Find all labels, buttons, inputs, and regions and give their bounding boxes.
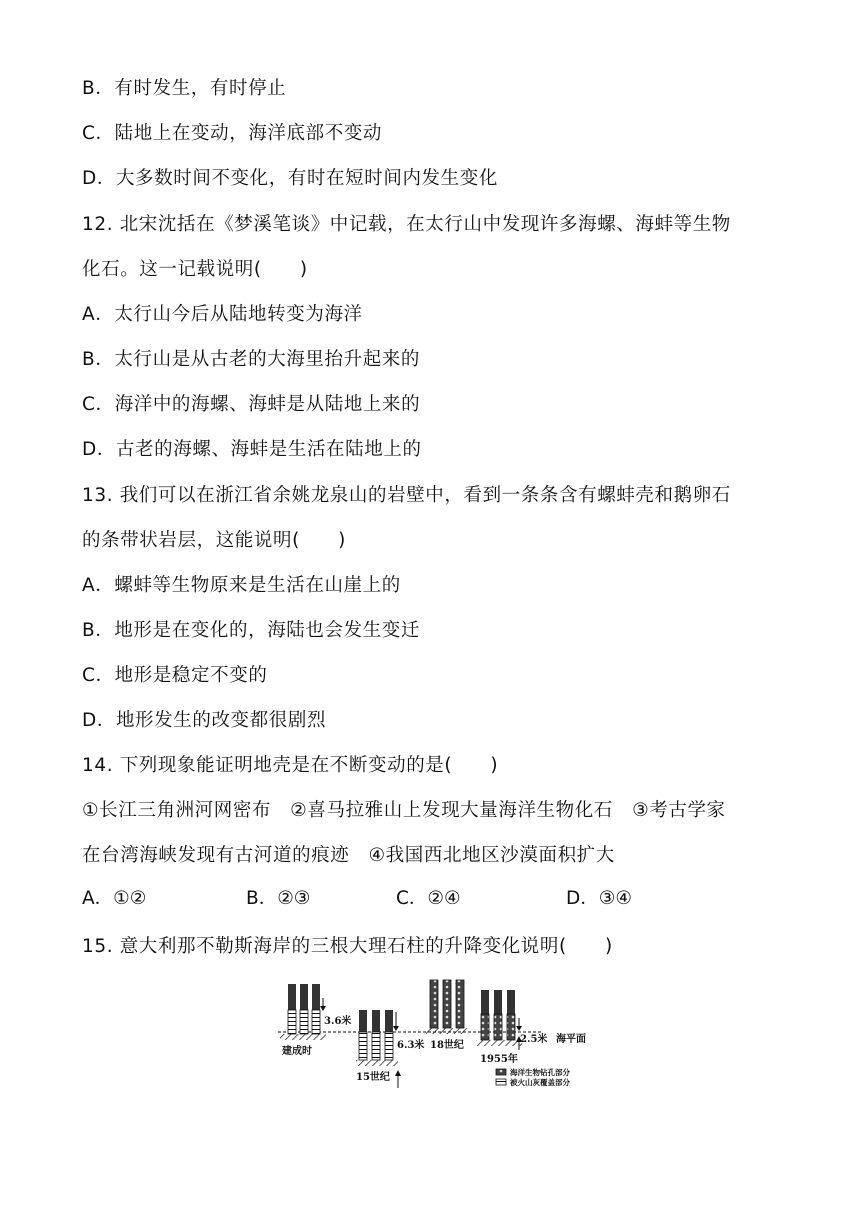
stage-label-18c: 18世纪: [430, 1040, 464, 1051]
distance-label: 2.5米: [520, 1034, 548, 1045]
q12-option-b: B．太行山是从古老的大海里抬升起来的: [82, 349, 420, 370]
q11-option-c: C．陆地上在变动，海洋底部不变动: [82, 123, 383, 144]
pillar: [312, 984, 320, 1010]
pillar: [300, 1010, 308, 1034]
q13-option-d: D．地形发生的改变都很剧烈: [82, 710, 327, 731]
stage-built: [280, 984, 351, 1057]
stage-label-1955: 1955年: [480, 1054, 518, 1065]
q14-stem: 14. 下列现象能证明地壳是在不断变动的是( ): [82, 755, 499, 776]
q11-option-b: B．有时发生，有时停止: [82, 78, 287, 99]
legend-swatch-bored: [496, 1069, 506, 1075]
distance-label: 6.3米: [397, 1040, 425, 1051]
pillar: [300, 984, 308, 1010]
legend-ash: 被火山灰覆盖部分: [510, 1078, 570, 1087]
q13-option-c: C．地形是稳定不变的: [82, 665, 268, 686]
stage-15c: [356, 1010, 424, 1088]
pillar: [288, 984, 296, 1010]
q14-option-b: B．②③: [246, 888, 311, 909]
pillar: [494, 990, 502, 1014]
q12-option-d: D．古老的海螺、海蚌是生活在陆地上的: [82, 439, 422, 460]
distance-label: 3.6米: [324, 1016, 352, 1027]
q13-option-b: B．地形是在变化的，海陆也会发生变迁: [82, 620, 420, 641]
pillar: [385, 1010, 393, 1032]
stage-label-built: 建成时: [282, 1046, 312, 1057]
q12-option-c: C．海洋中的海螺、海蚌是从陆地上来的: [82, 394, 421, 415]
sea-level-label: 海平面: [556, 1034, 586, 1045]
pillar: [372, 1010, 380, 1032]
stage-18c: [426, 980, 468, 1051]
pillars-figure: [276, 978, 596, 1096]
pillar: [507, 990, 515, 1014]
q12-option-a: A．太行山今后从陆地转变为海洋: [82, 304, 363, 325]
q13-stem-line1: 13. 我们可以在浙江省余姚龙泉山的岩壁中，看到一条条含有螺蚌壳和鹅卵石: [82, 485, 731, 506]
q12-stem-line2: 化石。这一记载说明( ): [82, 259, 308, 280]
q14-items-line2: 在台湾海峡发现有古河道的痕迹 ④我国西北地区沙漠面积扩大: [82, 845, 615, 866]
q14-items-line1: ①长江三角洲河网密布 ②喜马拉雅山上发现大量海洋生物化石 ③考古学家: [82, 800, 726, 821]
q14-option-c: C．②④: [396, 888, 461, 909]
stage-1955: [476, 990, 586, 1065]
pillar: [430, 980, 438, 1028]
q14-option-a: A．①②: [82, 888, 147, 909]
q12-stem-line1: 12. 北宋沈括在《梦溪笔谈》中记载，在太行山中发现许多海螺、海蚌等生物: [82, 214, 731, 235]
q13-stem-line2: 的条带状岩层，这能说明( ): [82, 530, 346, 551]
pillar: [288, 1010, 296, 1034]
q13-option-a: A．螺蚌等生物原来是生活在山崖上的: [82, 575, 401, 596]
pillar: [359, 1010, 367, 1032]
q11-option-d: D．大多数时间不变化，有时在短时间内发生变化: [82, 168, 498, 189]
pillars-diagram: [276, 978, 596, 1096]
q14-option-d: D．③④: [566, 888, 632, 909]
ground-hatch: [280, 1034, 326, 1040]
q15-stem: 15. 意大利那不勒斯海岸的三根大理石柱的升降变化说明( ): [82, 936, 613, 957]
pillar: [481, 990, 489, 1014]
q14-options: [82, 886, 782, 912]
legend: [496, 1067, 570, 1087]
pillar: [312, 1010, 320, 1034]
stage-label-15c: 15世纪: [356, 1072, 390, 1083]
pillar: [443, 980, 451, 1028]
legend-bored: 海洋生物钻孔部分: [510, 1068, 570, 1077]
pillar: [456, 980, 464, 1028]
legend-swatch-ash: [496, 1079, 506, 1085]
